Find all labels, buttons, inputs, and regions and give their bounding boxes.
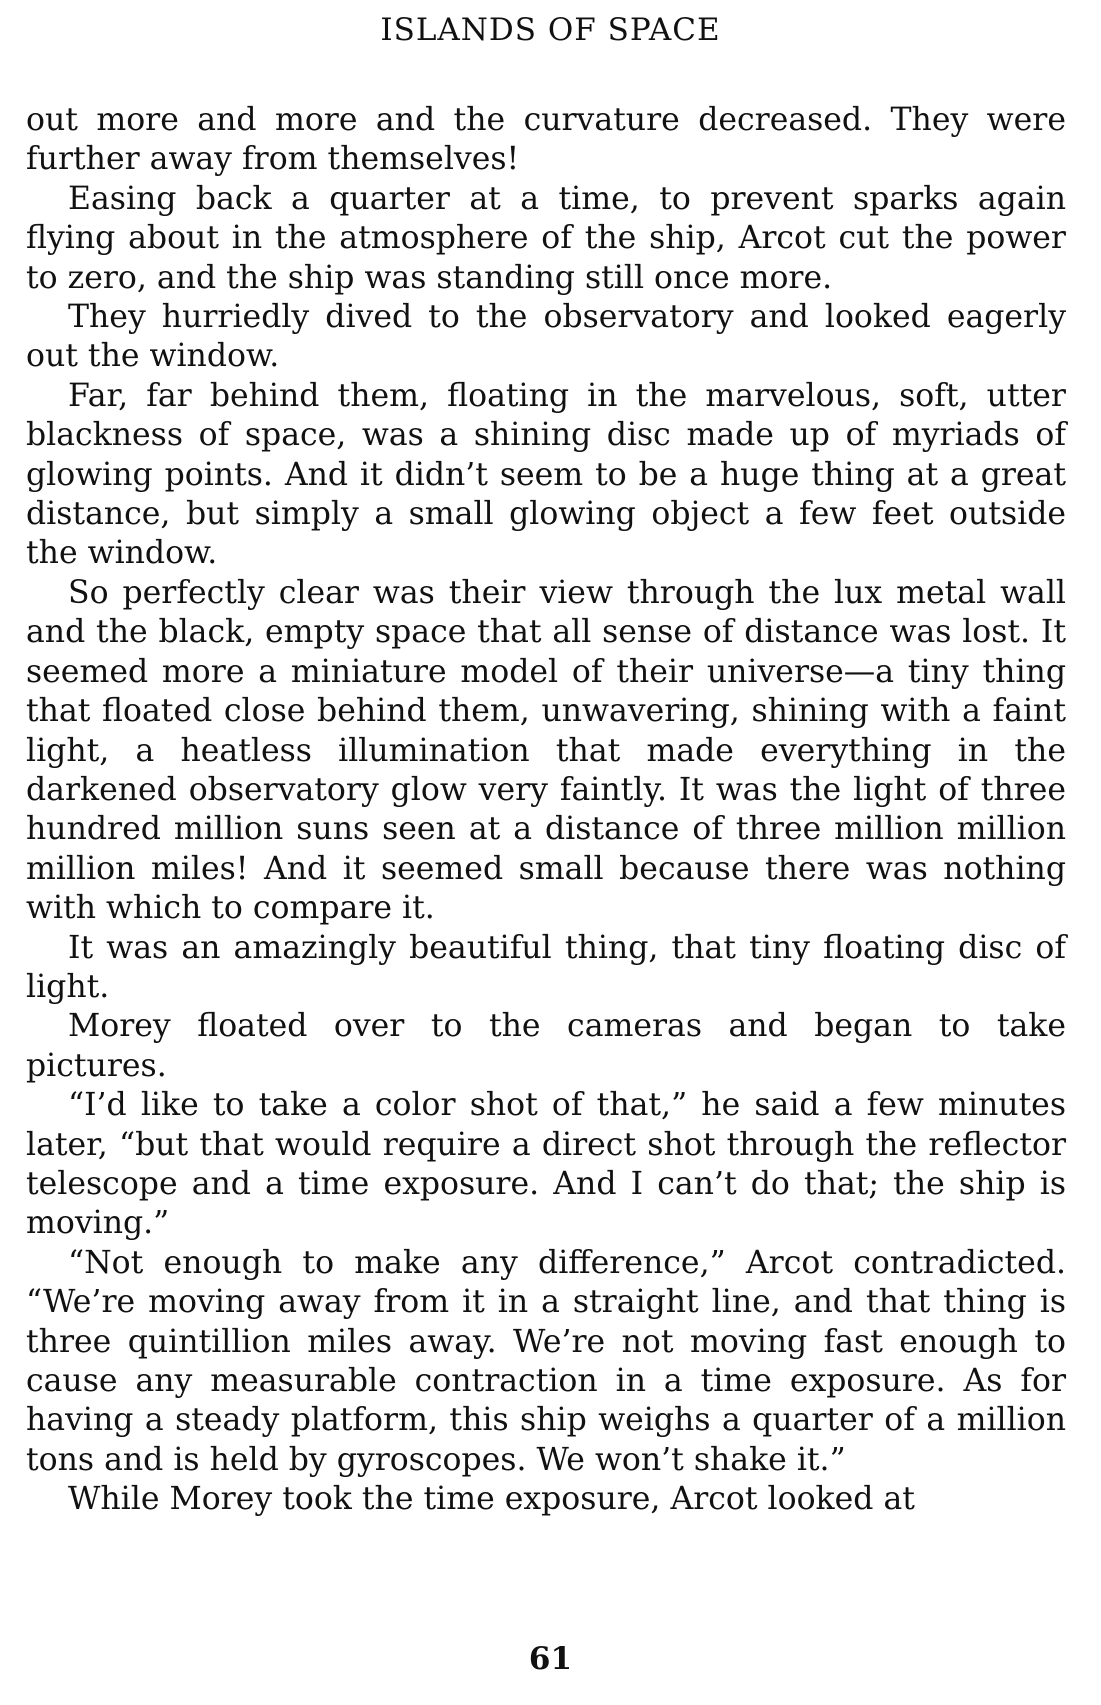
running-head: ISLANDS OF SPACE	[380, 12, 721, 48]
paragraph: It was an amazingly beautiful thing, that tiny floating disc of light.	[26, 929, 1066, 1005]
paragraph: While Morey took the time exposure, Arcot looked at	[68, 1481, 915, 1518]
paragraph: Far, far behind them, floating in the marvelous, soft, utter blackness of space, was a shining disc made up of myriads of glowing points. And it didn’t seem to be a huge thing at a great distance, but simply a small glowing object a few feet outside the window.	[26, 377, 1066, 572]
paragraph: out more and more and the curvature decreased. They were further away from themselves!	[26, 102, 1066, 178]
paragraph: Easing back a quarter at a time, to prevent sparks again flying about in the atmosphere of the ship, Arcot cut the power to zero, and the ship was standing still once more.	[26, 180, 1066, 296]
body-text	[26, 101, 1066, 1520]
paragraph: “Not enough to make any difference,” Arcot contradicted. “We’re moving away from it in a straight line, and that thing is three quintillion miles away. We’re not moving fast enough to cause any measurable contraction in a time exposure. As for having a steady platform, this ship weighs a quarter of a million tons and is held by gyroscopes. We won’t shake it.”	[26, 1244, 1066, 1478]
paragraph: Morey floated over to the cameras and began to take pictures.	[26, 1008, 1066, 1084]
page-number: 61	[528, 1641, 573, 1677]
paragraph: They hurriedly dived to the observatory and looked eagerly out the window.	[26, 299, 1066, 375]
paragraph: “I’d like to take a color shot of that,” he said a few minutes later, “but that would require a direct shot through the reflector telescope and a time exposure. And I can’t do that; the ship is moving.”	[26, 1087, 1066, 1242]
paragraph: So perfectly clear was their view through the lux metal wall and the black, empty space that all sense of distance was lost. It seemed more a miniature model of their universe—a tiny thing that floated close behind them, unwavering, shining with a faint light, a heatless illumination that made everything in the darkened observatory glow very faintly. It was the light of three hundred million suns seen at a distance of three million million million miles! And it seemed small because there was nothing with which to compare it.	[26, 574, 1066, 927]
